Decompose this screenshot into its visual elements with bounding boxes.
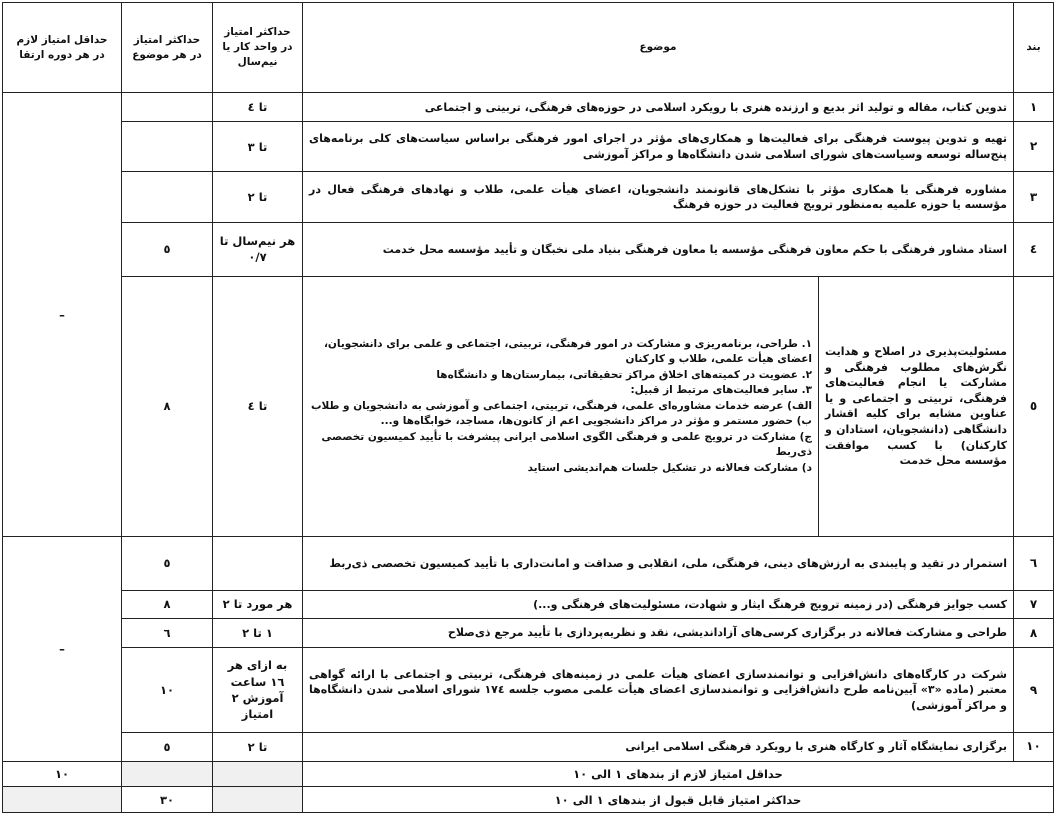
row-number: ۲ (1014, 122, 1054, 172)
row-number: ۱۰ (1014, 733, 1054, 762)
subitem: د) مشارکت فعالانه در تشکیل جلسات هم‌اندیشی استاید (527, 461, 812, 474)
summary-empty-cell (122, 761, 213, 787)
row-max-per-unit: تا ۲ (213, 733, 303, 762)
subitem: ۳. سایر فعالیت‌های مرتبط از قبیل: (630, 384, 812, 397)
row-topic: استمرار در تقید و پایبندی به ارزش‌های دینی، فرهنگی، ملی، انقلابی و صداقت و امانت‌داری با تأیید کمیسیون تخصصی ذی‌ربط (303, 537, 1014, 590)
subitem: ۲. عضویت در کمیته‌های اخلاق مراکز تحقیقاتی، بیمارستان‌ها و دانشگاه‌ها (436, 368, 812, 381)
table-row (3, 647, 1054, 732)
table-row (3, 172, 1054, 223)
row-max-per-topic: ٥ (122, 733, 213, 762)
summary-row-max (3, 787, 1054, 813)
row-max-per-topic: ٨ (122, 276, 213, 537)
row-max-per-unit (213, 537, 303, 590)
row-subitems (303, 276, 819, 537)
table-row (3, 590, 1054, 619)
header-topic: موضوع (303, 3, 1014, 93)
row-max-per-unit: تا ٤ (213, 93, 303, 122)
regulation-table (2, 2, 1054, 813)
table-row (3, 733, 1054, 762)
min-per-period-group-2: – (3, 537, 122, 762)
row-max-per-topic (122, 172, 213, 223)
row-max-per-unit: تا ٤ (213, 276, 303, 537)
subitem: ج) مشارکت در ترویج علمی و فرهنگی الگوی اسلامی ایرانی پیشرفت با تأیید کمیسیون تخصصی ذی‌ربط (321, 430, 812, 459)
summary-row-min (3, 761, 1054, 787)
summary-empty-cell (213, 787, 303, 813)
min-per-period-group-1: – (3, 93, 122, 537)
table-row (3, 122, 1054, 172)
row-number: ٦ (1014, 537, 1054, 590)
row-max-per-topic (122, 122, 213, 172)
row-max-per-unit: تا ۳ (213, 122, 303, 172)
row-max-per-topic: ٥ (122, 537, 213, 590)
row-topic: استاد مشاور فرهنگی با حکم معاون فرهنگی مؤسسه یا معاون فرهنگی بنیاد ملی نخبگان و تأیید مؤسسه محل خدمت (303, 223, 1014, 276)
summary-min-value: ۱۰ (3, 761, 122, 787)
header-max-per-unit: حداکثر امتیاز در واحد کار یا نیم‌سال (213, 3, 303, 93)
row-number: ۳ (1014, 172, 1054, 223)
header-max-per-topic: حداکثر امتیاز در هر موضوع (122, 3, 213, 93)
row-number: ٨ (1014, 619, 1054, 648)
row-number: ۹ (1014, 647, 1054, 732)
row-max-per-topic: ۱۰ (122, 647, 213, 732)
row-max-per-unit: هر مورد تا ۲ (213, 590, 303, 619)
subitem: ب) حضور مستمر و مؤثر در مراکز دانشجویی اعم از کانون‌ها، مساجد، خوابگاه‌ها و... (380, 415, 812, 428)
row-number: ٥ (1014, 276, 1054, 537)
header-row (3, 3, 1054, 93)
row-max-per-unit: تا ۲ (213, 172, 303, 223)
row-number: ٤ (1014, 223, 1054, 276)
table-row (3, 93, 1054, 122)
subitem: ۱. طراحی، برنامه‌ریزی و مشارکت در امور فرهنگی، تربیتی، اجتماعی و علمی برای دانشجویان، اعضای هیأت علمی، طلاب و کارکنان (323, 337, 812, 366)
row-max-per-topic: ٥ (122, 223, 213, 276)
row-max-per-topic (122, 93, 213, 122)
summary-max-label: حداکثر امتیاز قابل قبول از بندهای ۱ الی ۱۰ (303, 787, 1054, 813)
row-max-per-topic: ٨ (122, 590, 213, 619)
subitem: الف) عرضه خدمات مشاوره‌ای علمی، فرهنگی، تربیتی، اجتماعی و آموزشی به دانشجویان و طلاب (310, 399, 812, 412)
row-number: ۱ (1014, 93, 1054, 122)
table-row (3, 537, 1054, 590)
row-topic: برگزاری نمایشگاه آثار و کارگاه هنری با رویکرد فرهنگی اسلامی ایرانی (303, 733, 1014, 762)
table-row (3, 619, 1054, 648)
summary-empty-cell (213, 761, 303, 787)
summary-empty-cell (3, 787, 122, 813)
row-max-per-unit: ۱ تا ۲ (213, 619, 303, 648)
row-number: ۷ (1014, 590, 1054, 619)
row-max-per-unit: هر نیم‌سال تا ۰/۷ (213, 223, 303, 276)
row-topic: شرکت در کارگاه‌های دانش‌افزایی و توانمندسازی اعضای هیأت علمی در زمینه‌های فرهنگی، تربیتی و اجتماعی با ارائه گواهی معتبر (ماده «۳» آیین‌نامه طرح دانش‌افزایی و توانمندسازی اعضای هیأت علمی مصوب جلسه ۱۷٤ شورای اسلامی شدن دانشگاه‌ها و مراکز آموزشی) (303, 647, 1014, 732)
row-topic: مشاوره فرهنگی یا همکاری مؤثر با تشکل‌های قانونمند دانشجویان، اعضای هیأت علمی، طلاب و نهادهای فرهنگی فعال در مؤسسه یا حوزه علمیه به‌منظور ترویج فعالیت در حوزه فرهنگ (303, 172, 1014, 223)
header-min-per-period: حداقل امتیاز لازم در هر دوره ارتقا (3, 3, 122, 93)
table-row (3, 276, 1054, 537)
summary-min-label: حداقل امتیاز لازم از بندهای ۱ الی ۱۰ (303, 761, 1054, 787)
summary-max-value: ۳۰ (122, 787, 213, 813)
table-row (3, 223, 1054, 276)
header-item: بند (1014, 3, 1054, 93)
row-topic: تدوین کتاب، مقاله و تولید اثر بدیع و ارزنده هنری با رویکرد اسلامی در حوزه‌های فرهنگی، تربیتی و اجتماعی (303, 93, 1014, 122)
row-max-per-topic: ٦ (122, 619, 213, 648)
row-topic: کسب جوایز فرهنگی (در زمینه ترویج فرهنگ ایثار و شهادت، مسئولیت‌های فرهنگی و...) (303, 590, 1014, 619)
row-topic: طراحی و مشارکت فعالانه در برگزاری کرسی‌های آزاداندیشی، نقد و نظریه‌پردازی با تأیید مرجع ذی‌صلاح (303, 619, 1014, 648)
row-topic-main: مسئولیت‌پذیری در اصلاح و هدایت نگرش‌های مطلوب فرهنگی و مشارکت یا انجام فعالیت‌های فرهنگی، تربیتی و اجتماعی و یا عناوین مشابه برای کلیه اقشار دانشگاهی (دانشجویان، استادان و کارکنان) با کسب موافقت مؤسسه محل خدمت (819, 276, 1014, 537)
row-topic: تهیه و تدوین پیوست فرهنگی برای فعالیت‌ها و همکاری‌های مؤثر در اجرای امور فرهنگی براساس سیاست‌های کلی برنامه‌های پنج‌ساله توسعه وسیاست‌های شورای اسلامی شدن دانشگاه‌ها و مراکز آموزشی (303, 122, 1014, 172)
row-max-per-unit: به ازای هر ۱٦ ساعت آموزش ۲ امتیاز (213, 647, 303, 732)
